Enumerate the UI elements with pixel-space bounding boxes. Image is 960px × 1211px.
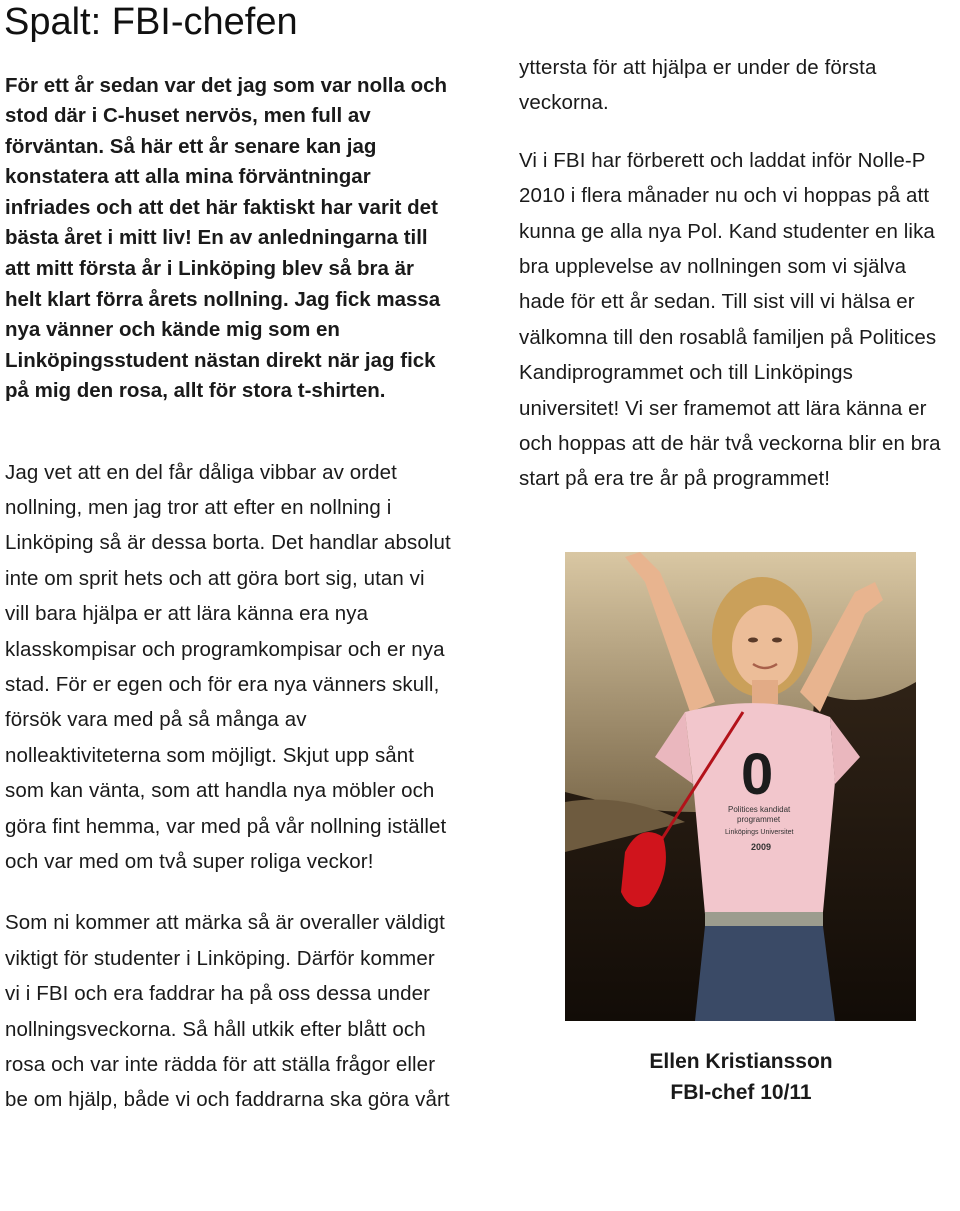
left-column xyxy=(5,50,453,1118)
intro-paragraph: För ett år sedan var det jag som var nolla och stod där i C-huset nervös, men full av förväntan. Så här ett år senare kan jag konstatera att alla mina förväntningar infriades och att det här faktiskt har varit det bästa året i mitt liv! En av anledningarna till att mitt första år i Linköping blev så bra är helt klart förra årets nollning. Jag fick massa nya vänner och kände mig som en Linköpingsstudent nästan direkt när jag fick på mig den rosa, allt för stora t-shirten. xyxy=(5,73,448,403)
article-title: Spalt: FBI-chefen xyxy=(4,1,298,43)
shirt-line-1: Politices kandidat xyxy=(728,805,791,814)
shirt-year: 2009 xyxy=(751,842,772,852)
belt xyxy=(705,912,823,926)
shirt-number: 0 xyxy=(741,742,774,807)
neck xyxy=(752,680,778,704)
left-eye xyxy=(748,638,758,643)
body-paragraph-3: Som ni kommer att märka så är overaller väldigt viktigt för studenter i Linköping. Därför kommer vi i FBI och era faddrar ha på oss dessa under nollningsveckorna. Så håll utkik efter blått och rosa och var inte rädda för att ställa frågor eller be om hjälp, både vi och faddrarna ska göra vårt xyxy=(5,911,450,1112)
shirt-line-2: programmet xyxy=(737,815,781,824)
caption-name: Ellen Kristiansson xyxy=(649,1050,833,1073)
right-paragraph-2: Vi i FBI har förberett och laddat inför Nolle-P 2010 i flera månader nu och vi hoppas på att kunna ge alla nya Pol. Kand studenter en lika bra upplevelse av nollningen som vi själva hade för ett år sedan. Till sist vill vi hälsa er välkomna till den rosablå familjen på Politices Kandiprogrammet och till Linköpings universitet! Vi ser framemot att lära känna er och hoppas att de här två veckorna blir en bra start på era tre år på programmet! xyxy=(519,148,941,491)
right-column xyxy=(519,50,957,497)
portrait-illustration xyxy=(565,552,916,1021)
shirt-line-3: Linköpings Universitet xyxy=(725,829,794,836)
portrait-photo xyxy=(565,552,916,1021)
right-eye xyxy=(772,638,782,643)
jeans xyxy=(695,926,835,1021)
photo-caption xyxy=(566,1046,916,1108)
body-paragraph-2: Jag vet att en del får dåliga vibbar av ordet nollning, men jag tror att efter en nollning i Linköping så är dessa borta. Det handlar absolut inte om sprit hets och att göra bort sig, utan vi vill bara hjälpa er att lära känna era nya klasskompisar och programkompisar och er nya stad. För er egen och för era nya vänners skull, försök vara med på så många av nolleaktiviteterna som möjligt. Skjut upp sånt som kan vänta, som att handla nya möbler och göra fint hemma, var med på vår nollning istället och var med om två super roliga veckor! xyxy=(5,460,451,873)
face xyxy=(732,605,798,689)
right-paragraph-1: yttersta för att hjälpa er under de första veckorna. xyxy=(519,56,877,115)
caption-role: FBI-chef 10/11 xyxy=(670,1081,812,1104)
